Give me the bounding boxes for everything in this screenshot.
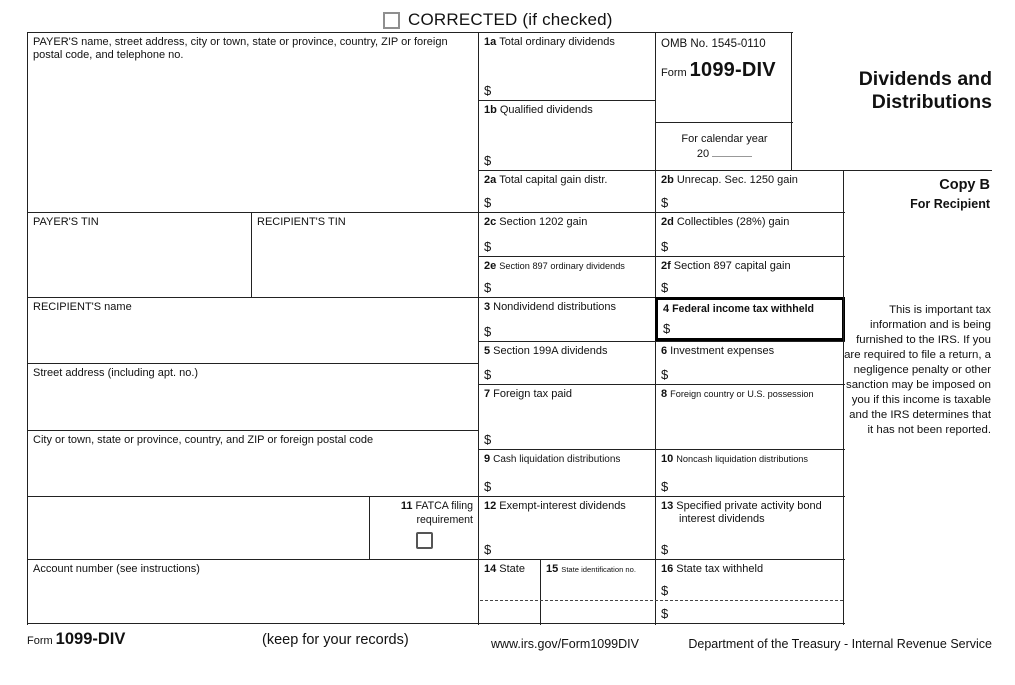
payer-tin-label: PAYER'S TIN: [33, 216, 99, 228]
payer-info-label: PAYER'S name, street address, city or town, state or province, country, ZIP or foreign postal code, and telephone no.: [33, 36, 448, 61]
corrected-checkbox[interactable]: [383, 12, 400, 29]
box-6-amount-field[interactable]: [668, 368, 840, 381]
city-state-zip-box[interactable]: [27, 430, 478, 496]
year-entry-line[interactable]: [712, 145, 752, 157]
box-1a-amount-field[interactable]: [491, 84, 650, 97]
form-word: Form: [661, 67, 687, 79]
box-2d-label: Collectibles (28%) gain: [676, 216, 790, 228]
box-2c-label: Section 1202 gain: [499, 216, 588, 228]
box-11-label: FATCA filing requirement: [415, 500, 473, 526]
box-8[interactable]: [655, 384, 845, 449]
box-2e-label: Section 897 ordinary dividends: [499, 261, 625, 271]
form-title: [820, 68, 992, 114]
box-8-label: Foreign country or U.S. possession: [670, 389, 814, 399]
box-2d-number: 2d: [661, 216, 674, 228]
calendar-year-label: For calendar year: [681, 133, 768, 145]
box-13[interactable]: [655, 496, 845, 559]
box-2f-label: Section 897 capital gain: [673, 260, 791, 272]
box-2f-amount-field[interactable]: [668, 281, 840, 294]
box-2b[interactable]: [655, 170, 845, 212]
box-4-number: 4: [663, 303, 670, 315]
form-bottom-rule: [27, 623, 845, 624]
box-15-number: 15: [546, 563, 559, 575]
box-6-number: 6: [661, 345, 668, 357]
keep-for-records-note: (keep for your records): [262, 632, 409, 648]
box-2e-amount-field[interactable]: [491, 281, 650, 294]
box-2b-label: Unrecap. Sec. 1250 gain: [676, 174, 798, 186]
box-2b-dollar: $: [661, 195, 669, 210]
box-5[interactable]: [478, 341, 655, 384]
box-1b-number: 1b: [484, 104, 497, 116]
box-6-dollar: $: [661, 367, 669, 382]
recipient-tin-box[interactable]: [251, 212, 478, 297]
box-16-dollar: $: [661, 583, 669, 598]
calendar-year-box[interactable]: [655, 122, 793, 170]
box-2e-number: 2e: [484, 260, 497, 272]
box-7-label: Foreign tax paid: [493, 388, 573, 400]
account-number-label: Account number (see instructions): [33, 563, 200, 575]
box-2a-label: Total capital gain distr.: [499, 174, 608, 186]
payer-info-box[interactable]: [27, 32, 478, 212]
box-2f[interactable]: [655, 256, 845, 297]
omb-box: [655, 32, 793, 122]
box-9-amount-field[interactable]: [491, 480, 650, 493]
box-2e-dollar: $: [484, 280, 492, 295]
box-10-dollar: $: [661, 479, 669, 494]
box-16-label: State tax withheld: [676, 563, 764, 575]
box-1b-amount-field[interactable]: [491, 154, 650, 167]
box-10-amount-field[interactable]: [668, 480, 840, 493]
box-4-amount-field[interactable]: [670, 322, 837, 335]
box-7[interactable]: [478, 384, 655, 449]
box-2c-amount-field[interactable]: [491, 240, 650, 253]
box-2f-number: 2f: [661, 260, 671, 272]
box-14-state[interactable]: [478, 559, 540, 625]
box-2d-amount-field[interactable]: [668, 240, 840, 253]
box-10[interactable]: [655, 449, 845, 496]
box-1a-label: Total ordinary dividends: [499, 36, 615, 48]
box-2b-amount-field[interactable]: [668, 196, 840, 209]
box-7-number: 7: [484, 388, 491, 400]
box-2f-dollar: $: [661, 280, 669, 295]
blank-box: [27, 496, 369, 559]
box-13-dollar: $: [661, 542, 669, 557]
payer-tin-box[interactable]: [27, 212, 251, 297]
box-14-number: 14: [484, 563, 497, 575]
box-2a-number: 2a: [484, 174, 497, 186]
box-5-dollar: $: [484, 367, 492, 382]
box-1b-label: Qualified dividends: [499, 104, 593, 116]
fatca-checkbox[interactable]: [416, 532, 433, 549]
for-recipient-label: For Recipient: [910, 197, 990, 211]
box-1b-dollar: $: [484, 153, 492, 168]
box-3-label: Nondividend distributions: [493, 301, 617, 313]
box-5-label: Section 199A dividends: [493, 345, 608, 357]
box-2b-number: 2b: [661, 174, 674, 186]
form-title-line2: Distributions: [871, 91, 992, 113]
recipient-notice: This is important tax information and is being furnished to the IRS. If you are required to file a return, a negligence penalty or other sanction may be imposed on you if this income is taxable and the IRS determines that it has not been reported.: [844, 304, 991, 437]
box-9-dollar: $: [484, 479, 492, 494]
box-13-number: 13: [661, 500, 674, 512]
form-title-line1: Dividends and: [858, 68, 992, 90]
box-2c-dollar: $: [484, 239, 492, 254]
box-16-number: 16: [661, 563, 674, 575]
box-12-label: Exempt-interest dividends: [499, 500, 626, 512]
box-2c-number: 2c: [484, 216, 497, 228]
box-7-dollar: $: [484, 432, 492, 447]
box-15-label: State identification no.: [561, 565, 636, 574]
box-10-number: 10: [661, 453, 674, 465]
footer-form-id: [27, 630, 125, 649]
box-14-label: State: [499, 563, 525, 575]
box-4-label: Federal income tax withheld: [672, 303, 814, 315]
recipient-name-box[interactable]: [27, 297, 478, 363]
omb-number: OMB No. 1545-0110: [661, 38, 766, 50]
box-10-label: Noncash liquidation distributions: [676, 454, 809, 464]
city-state-zip-label: City or town, state or province, country, and ZIP or foreign postal code: [33, 434, 374, 446]
box-16[interactable]: [655, 559, 845, 625]
box-2a-dollar: $: [484, 195, 492, 210]
account-number-box[interactable]: [27, 559, 478, 625]
box-9-number: 9: [484, 453, 491, 465]
copy-b-label: Copy B: [939, 177, 990, 193]
year-prefix: 20: [696, 148, 710, 160]
box-3-number: 3: [484, 301, 491, 313]
street-address-box[interactable]: [27, 363, 478, 430]
footer-form-number: 1099-DIV: [55, 630, 126, 648]
box-9-label: Cash liquidation distributions: [493, 454, 621, 465]
corrected-label: CORRECTED (if checked): [408, 10, 613, 29]
box-16-dollar-2: $: [661, 606, 669, 621]
omb-right-rule: [791, 32, 792, 170]
box-12[interactable]: [478, 496, 655, 559]
box-1a-dollar: $: [484, 83, 492, 98]
form-number: 1099-DIV: [689, 59, 776, 81]
box-9[interactable]: [478, 449, 655, 496]
box-4-dollar: $: [663, 321, 671, 336]
box-5-amount-field[interactable]: [491, 368, 650, 381]
state-row-dashed-rule: [480, 600, 843, 601]
box-12-number: 12: [484, 500, 497, 512]
box-1a-number: 1a: [484, 36, 497, 48]
box-1a[interactable]: [478, 32, 655, 100]
box-13-amount-field[interactable]: [668, 543, 840, 556]
treasury-department-label: Department of the Treasury - Internal Revenue Service: [688, 637, 992, 651]
box-11-number: 11: [400, 500, 413, 512]
box-1b[interactable]: [478, 100, 655, 170]
box-5-number: 5: [484, 345, 491, 357]
footer-form-word: Form: [27, 635, 53, 647]
irs-url-link[interactable]: www.irs.gov/Form1099DIV: [491, 637, 639, 651]
box-11-fatca: [369, 496, 478, 559]
box-2a-amount-field[interactable]: [491, 196, 650, 209]
box-12-amount-field[interactable]: [491, 543, 650, 556]
recipient-name-label: RECIPIENT'S name: [33, 301, 132, 313]
box-2d-dollar: $: [661, 239, 669, 254]
box-6[interactable]: [655, 341, 845, 384]
box-2e[interactable]: [478, 256, 655, 297]
box-8-number: 8: [661, 388, 668, 400]
box-3[interactable]: [478, 297, 655, 341]
recipient-tin-label: RECIPIENT'S TIN: [257, 216, 346, 228]
copy-area-top-rule: [843, 170, 992, 171]
box-4[interactable]: [655, 297, 845, 341]
box-7-amount-field[interactable]: [491, 433, 650, 446]
box-2a[interactable]: [478, 170, 655, 212]
box-13-label: Specified private activity bond interest dividends: [676, 500, 822, 525]
box-2c[interactable]: [478, 212, 655, 256]
box-3-dollar: $: [484, 324, 492, 339]
street-address-label: Street address (including apt. no.): [33, 367, 199, 379]
box-6-label: Investment expenses: [670, 345, 775, 357]
box-15-state-id[interactable]: [540, 559, 655, 625]
box-12-dollar: $: [484, 542, 492, 557]
box-3-amount-field[interactable]: [491, 325, 650, 338]
box-2d[interactable]: [655, 212, 845, 256]
